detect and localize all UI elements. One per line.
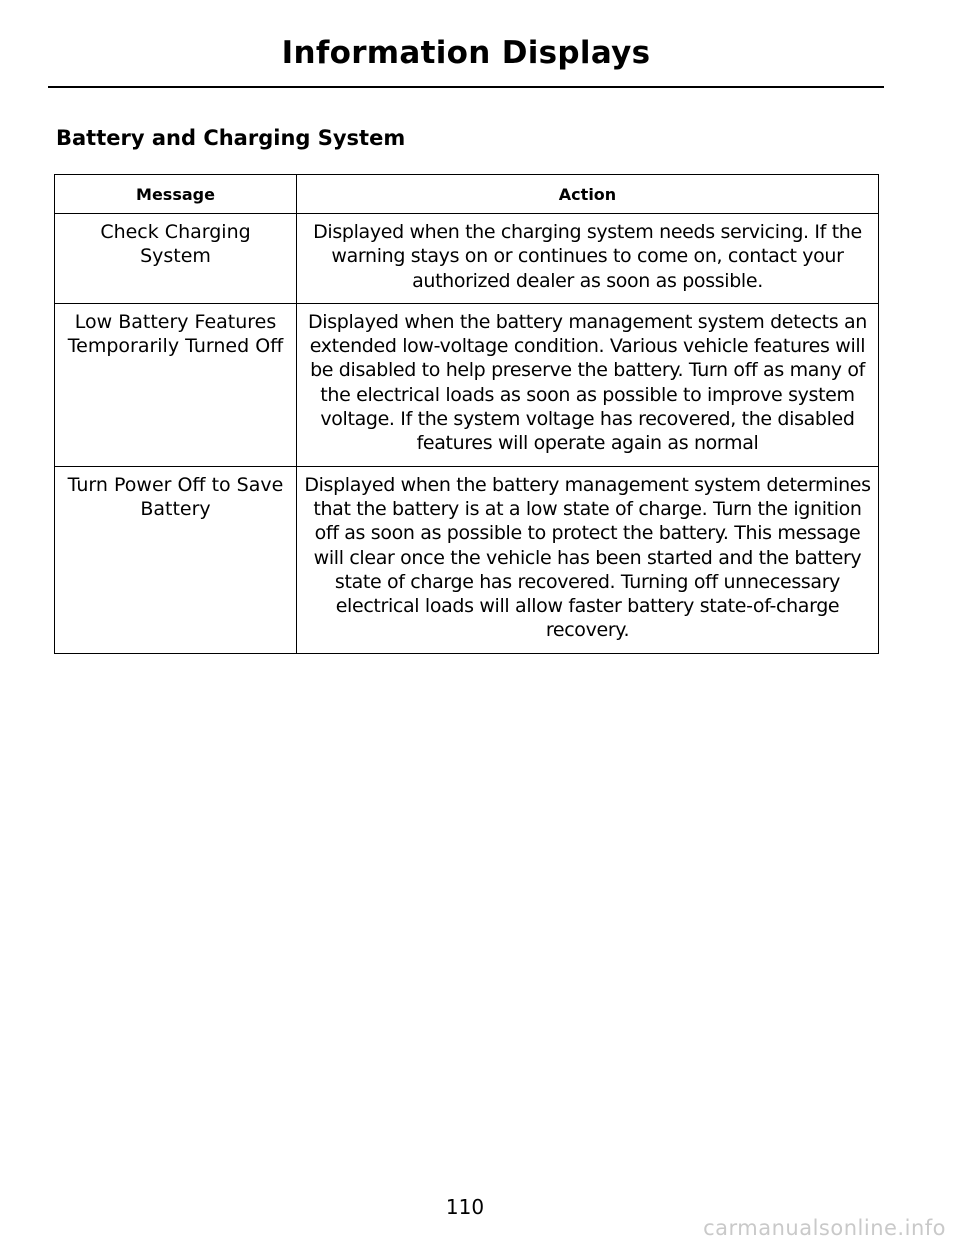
page-header: [48, 28, 884, 88]
page-title: Information Displays: [281, 35, 651, 71]
page-number: 110: [445, 1195, 485, 1219]
action-cell: Displayed when the battery management system determines that the battery is at a low state of charge. Turn the ignition off as soon as possible to protect the battery. This message will clear once the vehicle has been started and the battery state of charge has recovered. Turning off unnecessary electrical loads will allow faster battery state-of-charge recovery.: [297, 466, 879, 653]
table-row: [55, 214, 879, 304]
watermark-text: carmanualsonline.info: [703, 1216, 946, 1240]
column-header-action: Action: [297, 175, 879, 214]
message-cell: Turn Power Off to Save Battery: [55, 466, 297, 653]
column-header-message: Message: [55, 175, 297, 214]
message-cell: Check Charging System: [55, 214, 297, 304]
action-cell: Displayed when the charging system needs servicing. If the warning stays on or continues to come on, contact your authorized dealer as soon as possible.: [297, 214, 879, 304]
message-cell: Low Battery Features Temporarily Turned Off: [55, 303, 297, 466]
battery-charging-table: [54, 174, 879, 654]
section-title: Battery and Charging System: [56, 126, 406, 150]
action-cell: Displayed when the battery management system detects an extended low-voltage condition. Various vehicle features will be disabled to help preserve the battery. Turn off as many of the electrical loads as soon as possible to improve system voltage. If the system voltage has recovered, the disabled features will operate again as normal: [297, 303, 879, 466]
table-row: [55, 466, 879, 653]
table-row: [55, 303, 879, 466]
table-header-row: [55, 175, 879, 214]
